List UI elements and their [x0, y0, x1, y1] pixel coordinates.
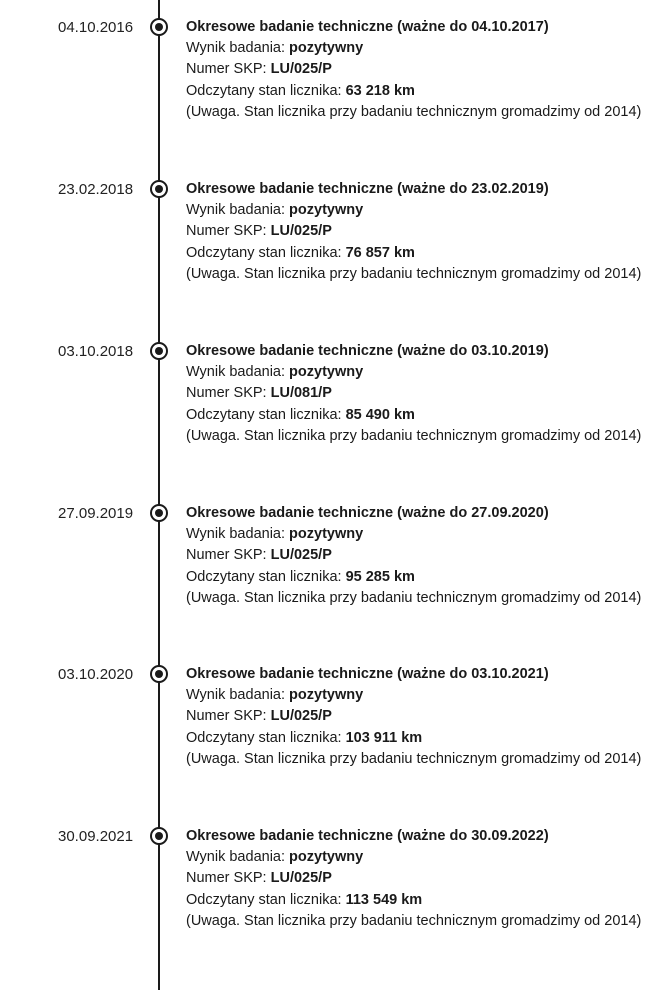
result-value: pozytywny: [289, 202, 364, 219]
result-row: [186, 524, 646, 545]
odometer-row: [186, 890, 646, 911]
odometer-value: 85 490 km: [345, 406, 415, 423]
event-title: Okresowe badanie techniczne (ważne do 03.10.2019): [186, 343, 549, 359]
skp-value: LU/081/P: [270, 385, 332, 402]
skp-row: [186, 545, 646, 566]
result-value: pozytywny: [289, 526, 364, 543]
timeline-marker-icon: [150, 665, 168, 683]
result-row: [186, 685, 646, 706]
event-date: 23.02.2018: [58, 181, 134, 198]
event-title: Okresowe badanie techniczne (ważne do 03.10.2021): [186, 666, 549, 682]
result-label: Wynik badania:: [186, 40, 290, 57]
timeline-event: [0, 179, 671, 319]
timeline-marker-icon: [150, 18, 168, 36]
event-title: Okresowe badanie techniczne (ważne do 30.09.2022): [186, 828, 549, 844]
timeline-event: [0, 503, 671, 643]
timeline-event: [0, 826, 671, 966]
result-label: Wynik badania:: [186, 687, 290, 704]
odometer-row: [186, 405, 646, 426]
result-value: pozytywny: [289, 40, 364, 57]
event-details: [186, 179, 646, 285]
result-row: [186, 847, 646, 868]
timeline-event: [0, 17, 671, 157]
event-details: [186, 503, 646, 609]
event-title: Okresowe badanie techniczne (ważne do 23.02.2019): [186, 181, 549, 197]
skp-row: [186, 706, 646, 727]
skp-value: LU/025/P: [270, 223, 332, 240]
odometer-note: (Uwaga. Stan licznika przy badaniu technicznym gromadzimy od 2014): [186, 589, 642, 606]
odometer-note: (Uwaga. Stan licznika przy badaniu technicznym gromadzimy od 2014): [186, 912, 642, 929]
skp-row: [186, 59, 646, 80]
result-label: Wynik badania:: [186, 364, 290, 381]
skp-label: Numer SKP:: [186, 223, 271, 240]
odometer-note: (Uwaga. Stan licznika przy badaniu technicznym gromadzimy od 2014): [186, 427, 642, 444]
skp-label: Numer SKP:: [186, 870, 271, 887]
event-details: [186, 17, 646, 123]
result-row: [186, 200, 646, 221]
odometer-row: [186, 243, 646, 264]
odometer-value: 113 549 km: [345, 891, 423, 908]
event-details: [186, 664, 646, 770]
odometer-value: 76 857 km: [345, 244, 415, 261]
timeline-event: [0, 664, 671, 804]
result-value: pozytywny: [289, 849, 364, 866]
skp-row: [186, 221, 646, 242]
event-date: 30.09.2021: [58, 828, 134, 845]
timeline-marker-icon: [150, 180, 168, 198]
skp-label: Numer SKP:: [186, 385, 271, 402]
odometer-label: Odczytany stan licznika:: [186, 568, 346, 585]
odometer-note: (Uwaga. Stan licznika przy badaniu technicznym gromadzimy od 2014): [186, 265, 642, 282]
skp-label: Numer SKP:: [186, 61, 271, 78]
event-details: [186, 341, 646, 447]
event-date: 03.10.2018: [58, 343, 134, 360]
odometer-row: [186, 567, 646, 588]
skp-value: LU/025/P: [270, 708, 332, 725]
odometer-label: Odczytany stan licznika:: [186, 891, 346, 908]
odometer-row: [186, 81, 646, 102]
odometer-value: 63 218 km: [345, 82, 415, 99]
event-title: Okresowe badanie techniczne (ważne do 04.10.2017): [186, 19, 549, 35]
event-details: [186, 826, 646, 932]
skp-value: LU/025/P: [270, 547, 332, 564]
result-value: pozytywny: [289, 364, 364, 381]
odometer-value: 103 911 km: [345, 729, 423, 746]
odometer-label: Odczytany stan licznika:: [186, 729, 346, 746]
event-title: Okresowe badanie techniczne (ważne do 27.09.2020): [186, 505, 549, 521]
odometer-label: Odczytany stan licznika:: [186, 406, 346, 423]
skp-label: Numer SKP:: [186, 708, 271, 725]
skp-value: LU/025/P: [270, 61, 332, 78]
skp-row: [186, 868, 646, 889]
event-date: 04.10.2016: [58, 19, 134, 36]
result-row: [186, 38, 646, 59]
odometer-note: (Uwaga. Stan licznika przy badaniu technicznym gromadzimy od 2014): [186, 103, 642, 120]
timeline-marker-icon: [150, 342, 168, 360]
result-label: Wynik badania:: [186, 849, 290, 866]
event-date: 27.09.2019: [58, 505, 134, 522]
skp-value: LU/025/P: [270, 870, 332, 887]
odometer-label: Odczytany stan licznika:: [186, 82, 346, 99]
result-row: [186, 362, 646, 383]
odometer-note: (Uwaga. Stan licznika przy badaniu technicznym gromadzimy od 2014): [186, 750, 642, 767]
skp-row: [186, 383, 646, 404]
odometer-row: [186, 728, 646, 749]
timeline-marker-icon: [150, 827, 168, 845]
timeline-event: [0, 341, 671, 481]
skp-label: Numer SKP:: [186, 547, 271, 564]
result-value: pozytywny: [289, 687, 364, 704]
timeline-marker-icon: [150, 504, 168, 522]
result-label: Wynik badania:: [186, 202, 290, 219]
odometer-value: 95 285 km: [345, 568, 415, 585]
event-date: 03.10.2020: [58, 666, 134, 683]
odometer-label: Odczytany stan licznika:: [186, 244, 346, 261]
result-label: Wynik badania:: [186, 526, 290, 543]
